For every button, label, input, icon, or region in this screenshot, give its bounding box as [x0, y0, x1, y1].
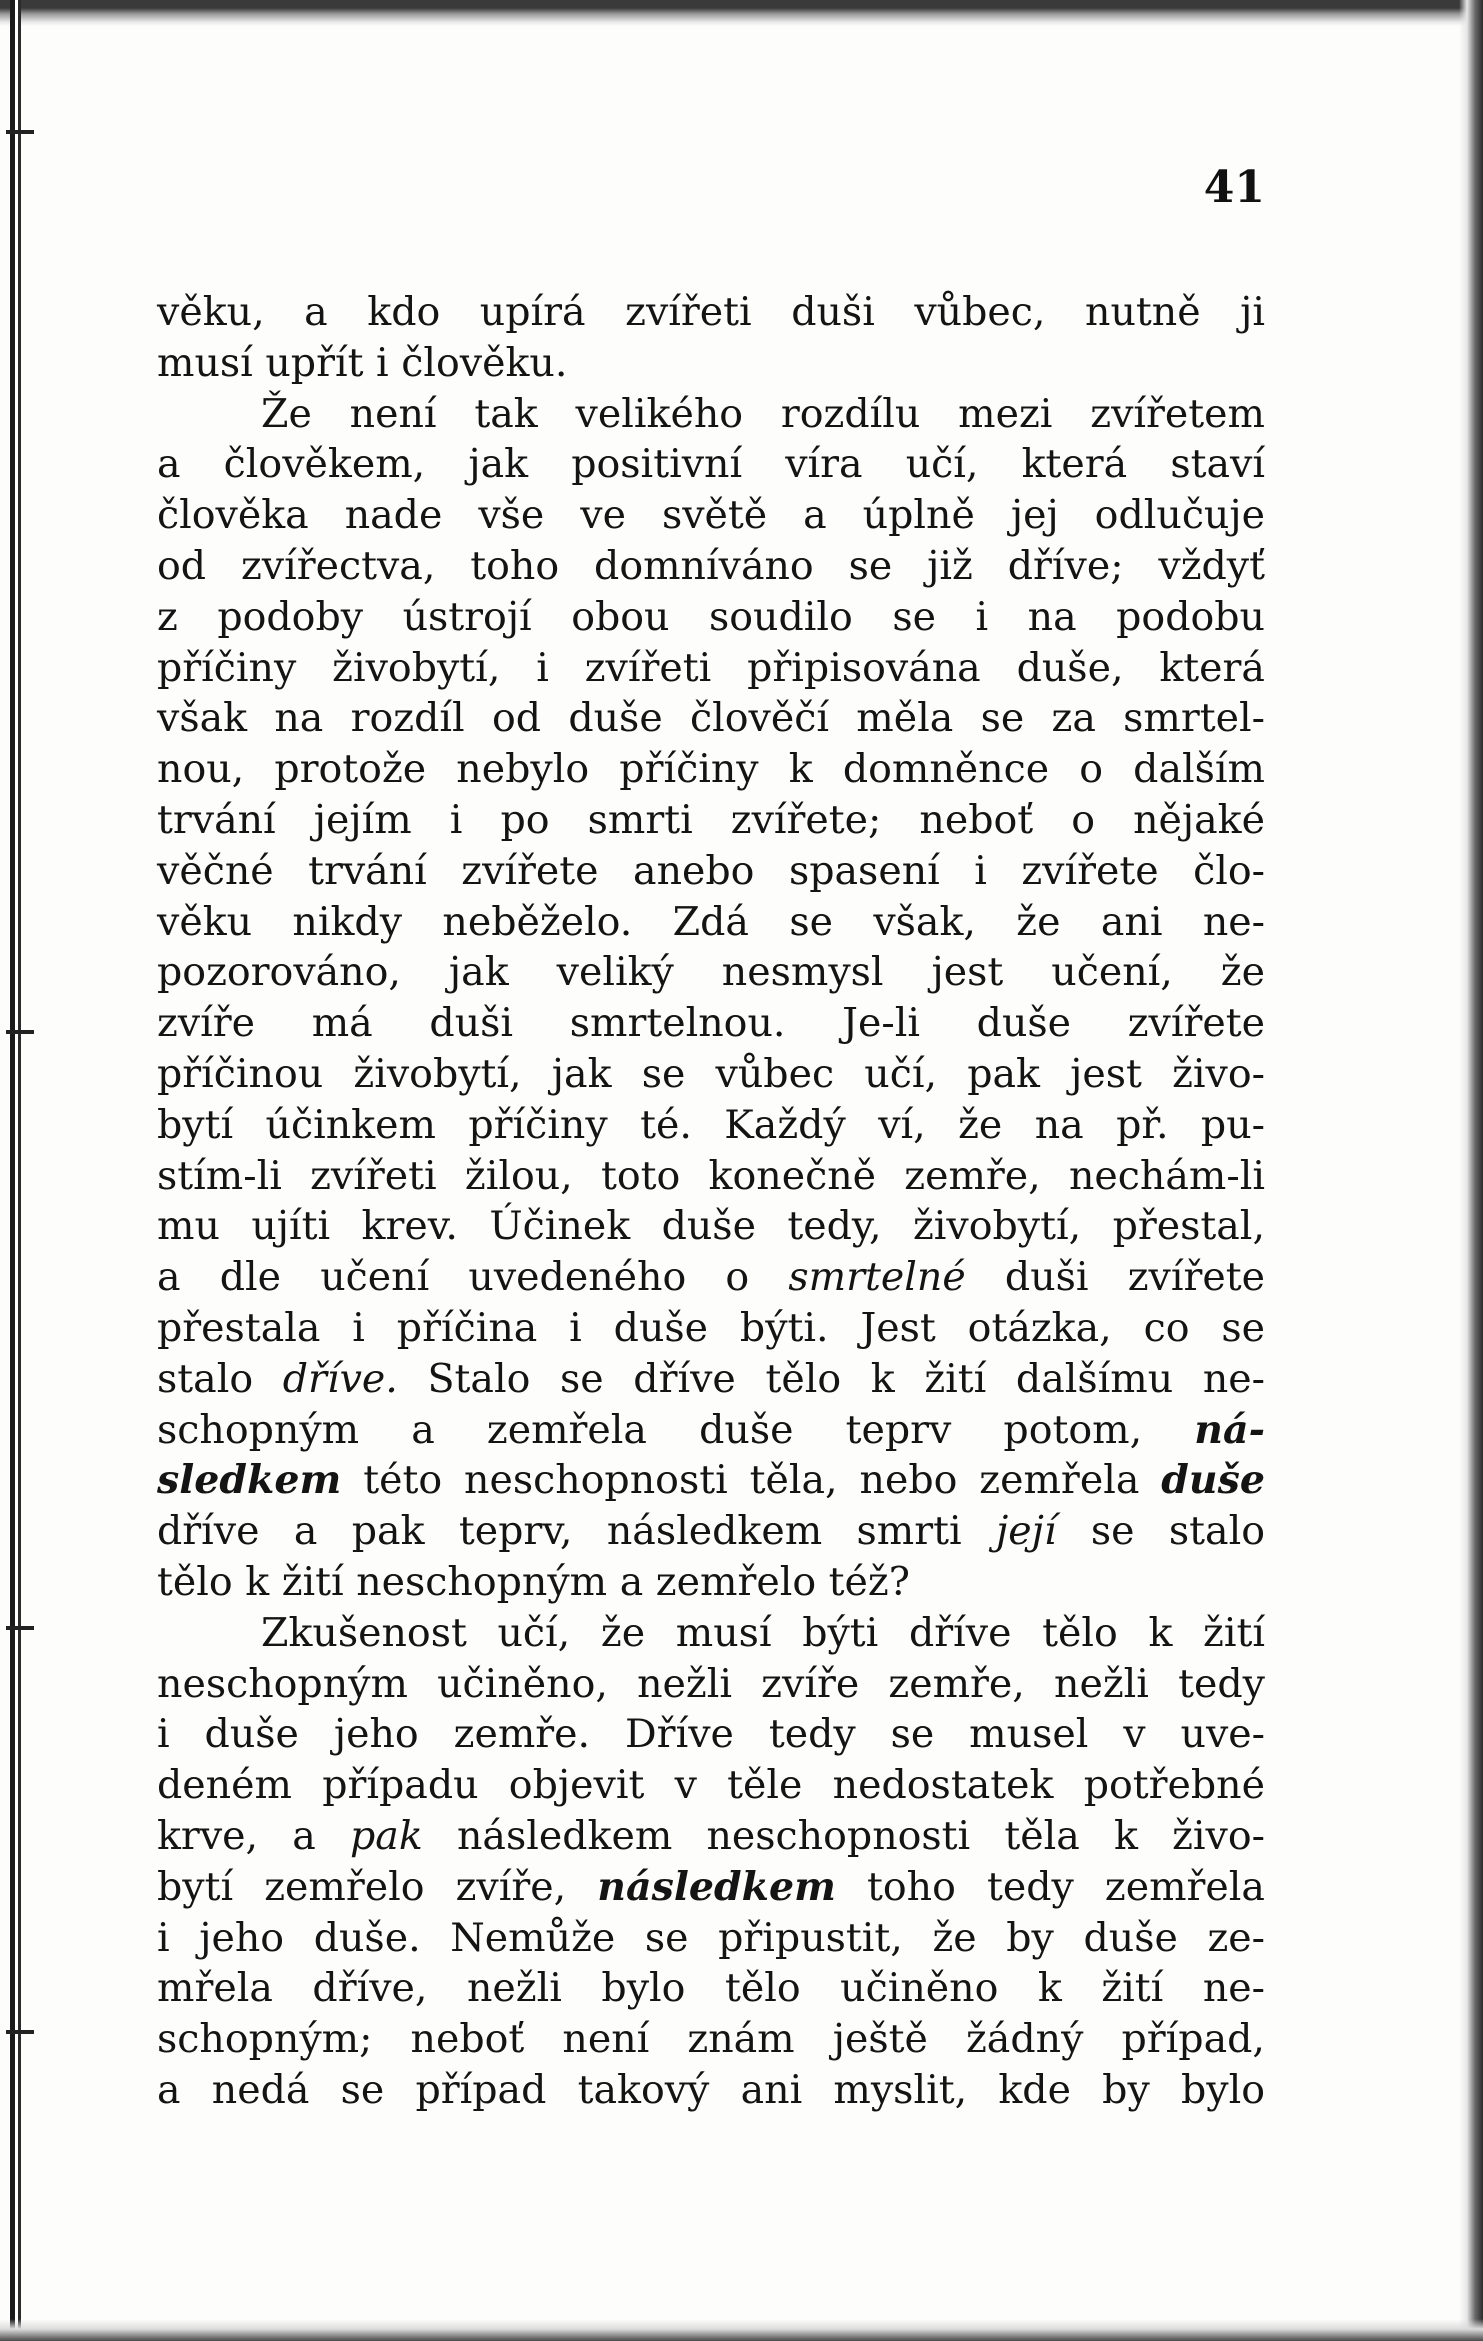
text-line: z podoby ústrojí obou soudilo se i na podobu: [157, 593, 1265, 640]
text-line: mřela dříve, nežli bylo tělo učiněno k žití ne-: [157, 1965, 1265, 2012]
text-run: následkem neschopnosti těla k živo-: [422, 1812, 1265, 1859]
emphasis: pak: [350, 1812, 423, 1859]
text-line: přestala i příčina i duše býti. Jest otázka, co se: [157, 1304, 1265, 1351]
text-line: člověka nade vše ve světě a úplně jej odlučuje: [157, 492, 1265, 539]
emphasis: sledkem: [157, 1457, 342, 1504]
text-line: zvíře má duši smrtelnou. Je-li duše zvířete: [157, 1000, 1265, 1047]
paragraph: [157, 287, 1265, 389]
emphasis: následkem: [597, 1863, 836, 1910]
margin-tick: [6, 1626, 34, 1630]
text-line: pozorováno, jak veliký nesmysl jest učení, že: [157, 949, 1265, 996]
emphasis: její: [996, 1508, 1057, 1555]
text-run: a dle učení uvedeného o: [157, 1254, 789, 1301]
scan-left-edge: [10, 0, 24, 2341]
text-line: tělo k žití neschopným a zemřelo též?: [157, 1558, 910, 1605]
text-line: bytí účinkem příčiny té. Každý ví, že na př. pu-: [157, 1101, 1265, 1148]
text-run: dříve a pak teprv, následkem smrti: [157, 1508, 997, 1555]
text-line: [157, 1354, 1265, 1405]
text-run: této neschopnosti těla, nebo zemřela: [341, 1457, 1162, 1504]
text-line: však na rozdíl od duše člověčí měla se za smrtel-: [157, 695, 1265, 742]
text-line: [157, 1455, 1265, 1506]
text-line: věku, a kdo upírá zvířeti duši vůbec, nutně ji: [157, 289, 1265, 335]
emphasis: dříve.: [282, 1355, 398, 1402]
text-run: krve, a: [157, 1812, 350, 1859]
text-run: Stalo se dříve tělo k žití dalšímu ne-: [397, 1355, 1265, 1402]
text-line: a nedá se případ takový ani myslit, kde by bylo: [157, 2066, 1265, 2113]
paragraph: [157, 389, 1265, 1608]
text-line: stím-li zvířeti žilou, toto konečně zemře, nechám-li: [157, 1152, 1265, 1199]
paragraph: [157, 1608, 1265, 2116]
text-line: příčiny živobytí, i zvířeti připisována duše, která: [157, 644, 1265, 691]
emphasis: duše: [1161, 1457, 1265, 1504]
text-line: [157, 1811, 1265, 1862]
text-line: musí upřít i člověku.: [157, 339, 568, 386]
margin-tick: [6, 1030, 34, 1034]
page-number: 41: [1203, 162, 1265, 213]
text-line: [157, 1252, 1265, 1303]
text-line: od zvířectva, toho domníváno se již dříve; vždyť: [157, 542, 1265, 589]
text-run: schopným a zemřela duše teprv potom,: [157, 1406, 1195, 1453]
text-line: [157, 1506, 1265, 1557]
text-line: [157, 1405, 1265, 1456]
text-line: schopným; neboť není znám ještě žádný případ,: [157, 2016, 1265, 2063]
text-run: bytí zemřelo zvíře,: [157, 1863, 598, 1910]
text-line: věku nikdy neběželo. Zdá se však, že ani ne-: [157, 898, 1265, 945]
emphasis: smrtelné: [788, 1254, 966, 1301]
text-run: duši zvířete: [965, 1254, 1265, 1301]
text-line: a člověkem, jak positivní víra učí, která staví: [157, 441, 1265, 488]
text-line: deném případu objevit v těle nedostatek potřebné: [157, 1762, 1265, 1809]
emphasis: ná-: [1194, 1406, 1265, 1453]
text-run: se stalo: [1056, 1508, 1266, 1555]
text-run: stalo: [157, 1355, 283, 1402]
text-line: neschopným učiněno, nežli zvíře zemře, nežli tedy: [157, 1660, 1265, 1707]
text-line: trvání jejím i po smrti zvířete; neboť o nějaké: [157, 796, 1265, 843]
body-text: [157, 287, 1265, 2116]
margin-tick: [6, 130, 34, 134]
text-line: i duše jeho zemře. Dříve tedy se musel v uve-: [157, 1711, 1265, 1758]
scan-top-edge: [0, 0, 1483, 26]
text-line: mu ujíti krev. Účinek duše tedy, živobytí, přestal,: [157, 1203, 1265, 1250]
text-run: toho tedy zemřela: [835, 1863, 1265, 1910]
text-line: Že není tak velikého rozdílu mezi zvířetem: [261, 390, 1265, 437]
text-line: věčné trvání zvířete anebo spasení i zvířete člo-: [157, 847, 1265, 894]
scan-bottom-edge: [0, 2319, 1483, 2341]
text-line: i jeho duše. Nemůže se připustit, že by duše ze-: [157, 1914, 1265, 1961]
scan-right-edge: [1459, 0, 1483, 2341]
text-line: nou, protože nebylo příčiny k domněnce o dalším: [157, 746, 1265, 793]
margin-tick: [6, 2030, 34, 2034]
text-line: Zkušenost učí, že musí býti dříve tělo k žití: [261, 1609, 1265, 1656]
text-line: příčinou živobytí, jak se vůbec učí, pak jest živo-: [157, 1050, 1265, 1097]
text-line: [157, 1862, 1265, 1913]
